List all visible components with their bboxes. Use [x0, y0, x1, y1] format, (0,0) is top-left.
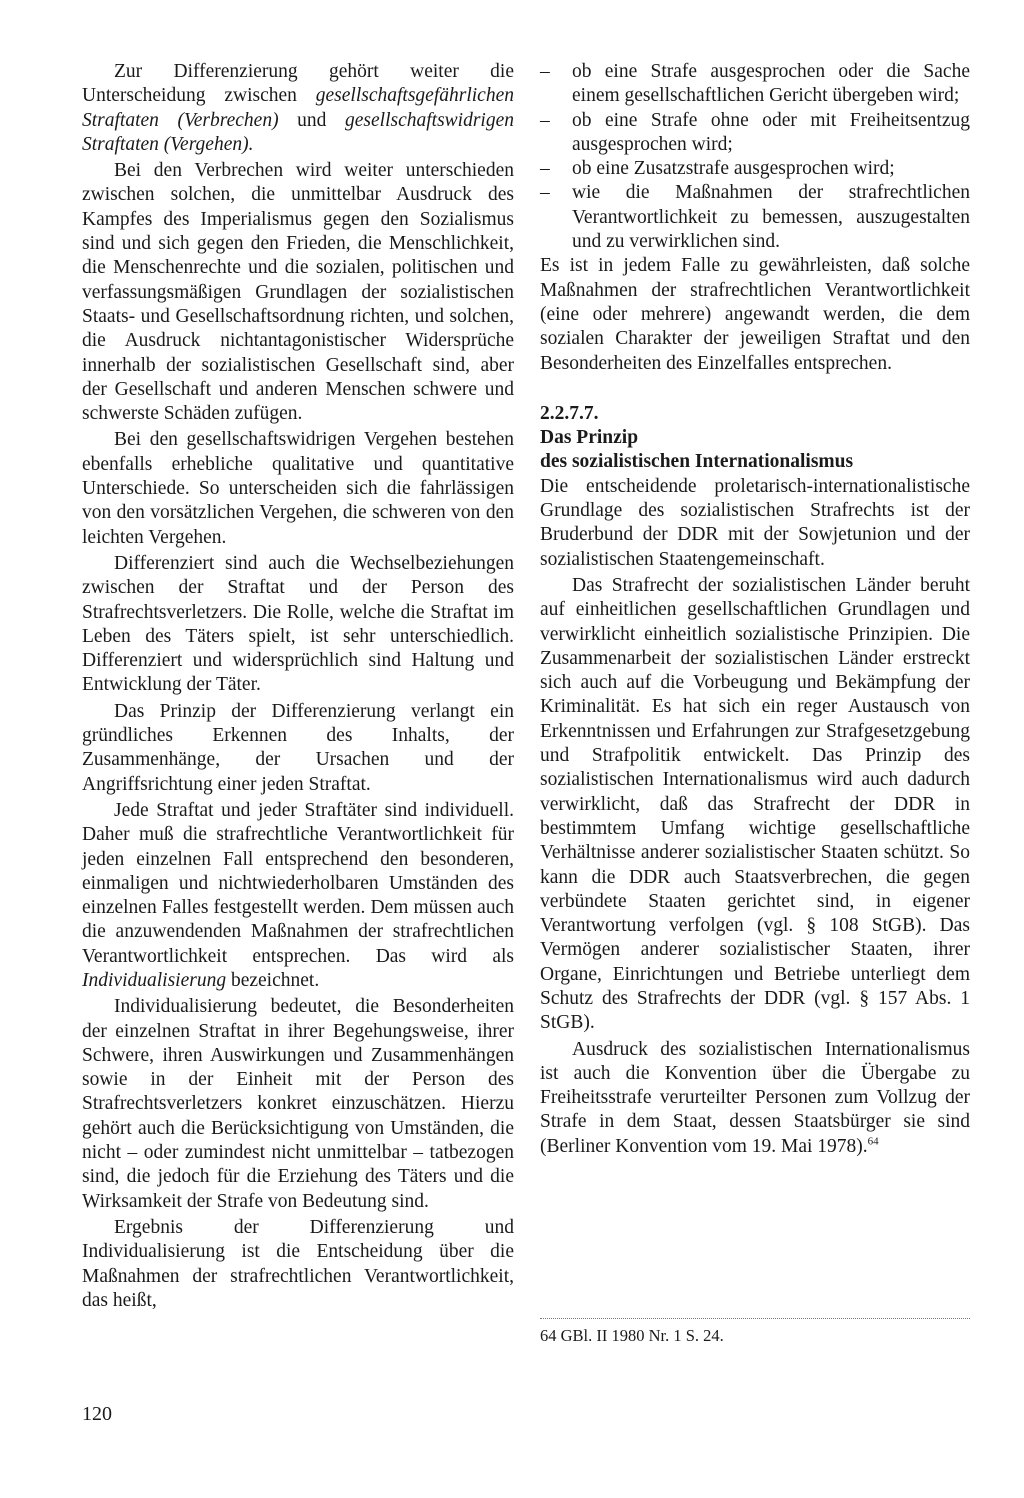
measures-list: [540, 60, 970, 254]
list-item: – ob eine Strafe ausgesprochen oder die Sache einem gesellschaftlichen Gericht übergeben wird;: [540, 60, 970, 109]
section-title-line-2: des sozialistischen Internationalismus: [540, 451, 854, 473]
right-column: [540, 60, 970, 1159]
text-segment: und: [278, 109, 346, 131]
paragraph-verbrechen: Bei den Verbrechen wird weiter unterschieden zwischen solchen, die unmittelbar Ausdruck des Kampfes des Imperialismus gegen den Sozialismus sind und sich gegen den Frieden, die Menschlichkeit, die Menschenrechte und die sozialen, politischen und verfassungsmäßigen Grundlagen der sozialistischen Staats- und Gesellschaftsordnung richten, und solchen, die Ausdruck nichtantagonistischer Widersprüche innerhalb der sozialistischen Gesellschaft sind, aber der Gesellschaft und anderen Menschen schwere und schwerste Schäden zufügen.: [82, 160, 514, 425]
footnote-reference: 64: [867, 1135, 879, 1148]
emphasis-term: gesellschaftsgefährlichen Straftaten (Verbrechen): [82, 85, 514, 131]
list-item: – ob eine Strafe ohne oder mit Freiheitsentzug ausgesprochen wird;: [540, 109, 970, 158]
paragraph-individualisierung-bedeutung: Individualisierung bedeutet, die Besonderheiten der einzelnen Straftat in ihrer Begehungsweise, ihrer Schwere, ihren Auswirkungen und Zusammenhängen sowie in der Einheit mit der Person des Strafrechtsverletzers konkret einzuschätzen. Hierzu gehört auch die Berücksichtigung von Umständen, die nicht – oder zumindest nicht unmittelbar – tatbezogen sind, die jedoch für die Erziehung des Täters und die Wirksamkeit der Strafe von Bedeutung sind.: [82, 996, 514, 1212]
section-title-line-1: Das Prinzip: [540, 427, 639, 449]
footnote-divider: [540, 1318, 970, 1319]
left-column: [82, 60, 514, 1313]
section-number: 2.2.7.7.: [540, 402, 599, 424]
paragraph-grundlage: Die entscheidende proletarisch-internationalistische Grundlage des sozialistischen Strafrechts ist der Bruderbund der DDR mit der Sowjetunion und der sozialistischen Staatengemeinschaft.: [540, 475, 970, 570]
paragraph-konvention: [540, 1038, 970, 1159]
paragraph-strafrecht-laender: Das Strafrecht der sozialistischen Länder beruht auf einheitlichen gesellschaftlichen Grundlagen und verwirklicht einheitlich sozialistische Prinzipien. Die Zusammenarbeit der sozialistischen Länder erstreckt sich auch auf die Vorbeugung und Bekämpfung der Kriminalität. Es hat sich ein reger Austausch von Erkenntnissen und Erfahrungen zur Strafgesetzgebung und Strafpolitik entwickelt. Das Prinzip des sozialistischen Internationalismus wird auch dadurch verwirklicht, daß das Strafrecht der DDR in bestimmtem Umfang wichtige gesellschaftliche Verhältnisse anderer sozialistischer Staaten schützt. So kann die DDR auch Staatsverbrechen, die gegen verbündete Staaten gerichtet sind, in eigener Verantwortung verfolgen (vgl. § 108 StGB). Das Vermögen anderer sozialistischer Staaten, ihrer Organe, Einrichtungen und Betriebe unterliegt dem Schutz des Strafrechts der DDR (vgl. § 157 Abs. 1 StGB).: [540, 574, 970, 1034]
paragraph-ergebnis: Ergebnis der Differenzierung und Individualisierung ist die Entscheidung über die Maßnahmen der strafrechtlichen Verantwortlichkeit, das heißt,: [82, 1216, 514, 1311]
footnote: 64 GBl. II 1980 Nr. 1 S. 24.: [540, 1326, 724, 1345]
paragraph-vergehen: Bei den gesellschaftswidrigen Vergehen bestehen ebenfalls erhebliche qualitative und quantitative Unterschiede. So unterscheiden sich die fahrlässigen von den vorsätzlichen Vergehen, die schweren von den leichten Vergehen.: [82, 429, 514, 548]
paragraph-wechselbeziehungen: Differenziert sind auch die Wechselbeziehungen zwischen der Straftat und der Person des Strafrechtsverletzers. Die Rolle, welche die Straftat im Leben des Täters spielt, ist sehr unterschiedlich. Differenziert und widersprüchlich sind Haltung und Entwicklung der Täter.: [82, 552, 514, 696]
paragraph-gewaehrleisten: Es ist in jedem Falle zu gewährleisten, daß solche Maßnahmen der strafrechtlichen Verantwortlichkeit (eine oder mehrere) angewandt werden, die dem sozialen Charakter der jeweiligen Straftat und den Besonderheiten des Einzelfalles entsprechen.: [540, 255, 970, 374]
text-segment: bezeichnet.: [226, 969, 320, 991]
paragraph-prinzip-differenzierung: Das Prinzip der Differenzierung verlangt ein gründliches Erkennen des Inhalts, der Zusammenhänge, der Ursachen und der Angriffsrichtung einer jeden Straftat.: [82, 700, 514, 795]
text-segment: Ausdruck des sozialistischen Internationalismus ist auch die Konvention über die Übergabe zu Freiheitsstrafe verurteilter Personen zum Vollzug der Strafe in dem Staat, dessen Staatsbürger sie sind (Berliner Konvention vom 19. Mai 1978).: [540, 1038, 970, 1157]
emphasis-term: Individualisierung: [82, 969, 227, 991]
page-number: 120: [82, 1403, 112, 1425]
list-item: – wie die Maßnahmen der strafrechtlichen Verantwortlichkeit zu bemessen, auszugestalten und zu verwirklichen sind.: [540, 181, 970, 254]
paragraph-differenzierung-intro: [82, 60, 514, 157]
paragraph-individualisierung-def: [82, 799, 514, 993]
list-item: – ob eine Zusatzstrafe ausgesprochen wird;: [540, 157, 970, 181]
emphasis-term: gesellschaftswidrigen Straftaten (Vergehen).: [82, 109, 515, 155]
text-segment: Zur Differenzierung gehört weiter die Unterscheidung zwischen: [82, 61, 514, 107]
text-segment: Jede Straftat und jeder Straftäter sind individuell. Daher muß die strafrechtliche Verantwortlichkeit für jeden einzelnen Fall entsprechend den besonderen, einmaligen und nichtwiederholbaren Umständen des einzelnen Falles festgestellt werden. Dem müssen auch die anzuwendenden Maßnahmen der strafrechtlichen Verantwortlichkeit entsprechen. Das wird als: [82, 799, 514, 967]
